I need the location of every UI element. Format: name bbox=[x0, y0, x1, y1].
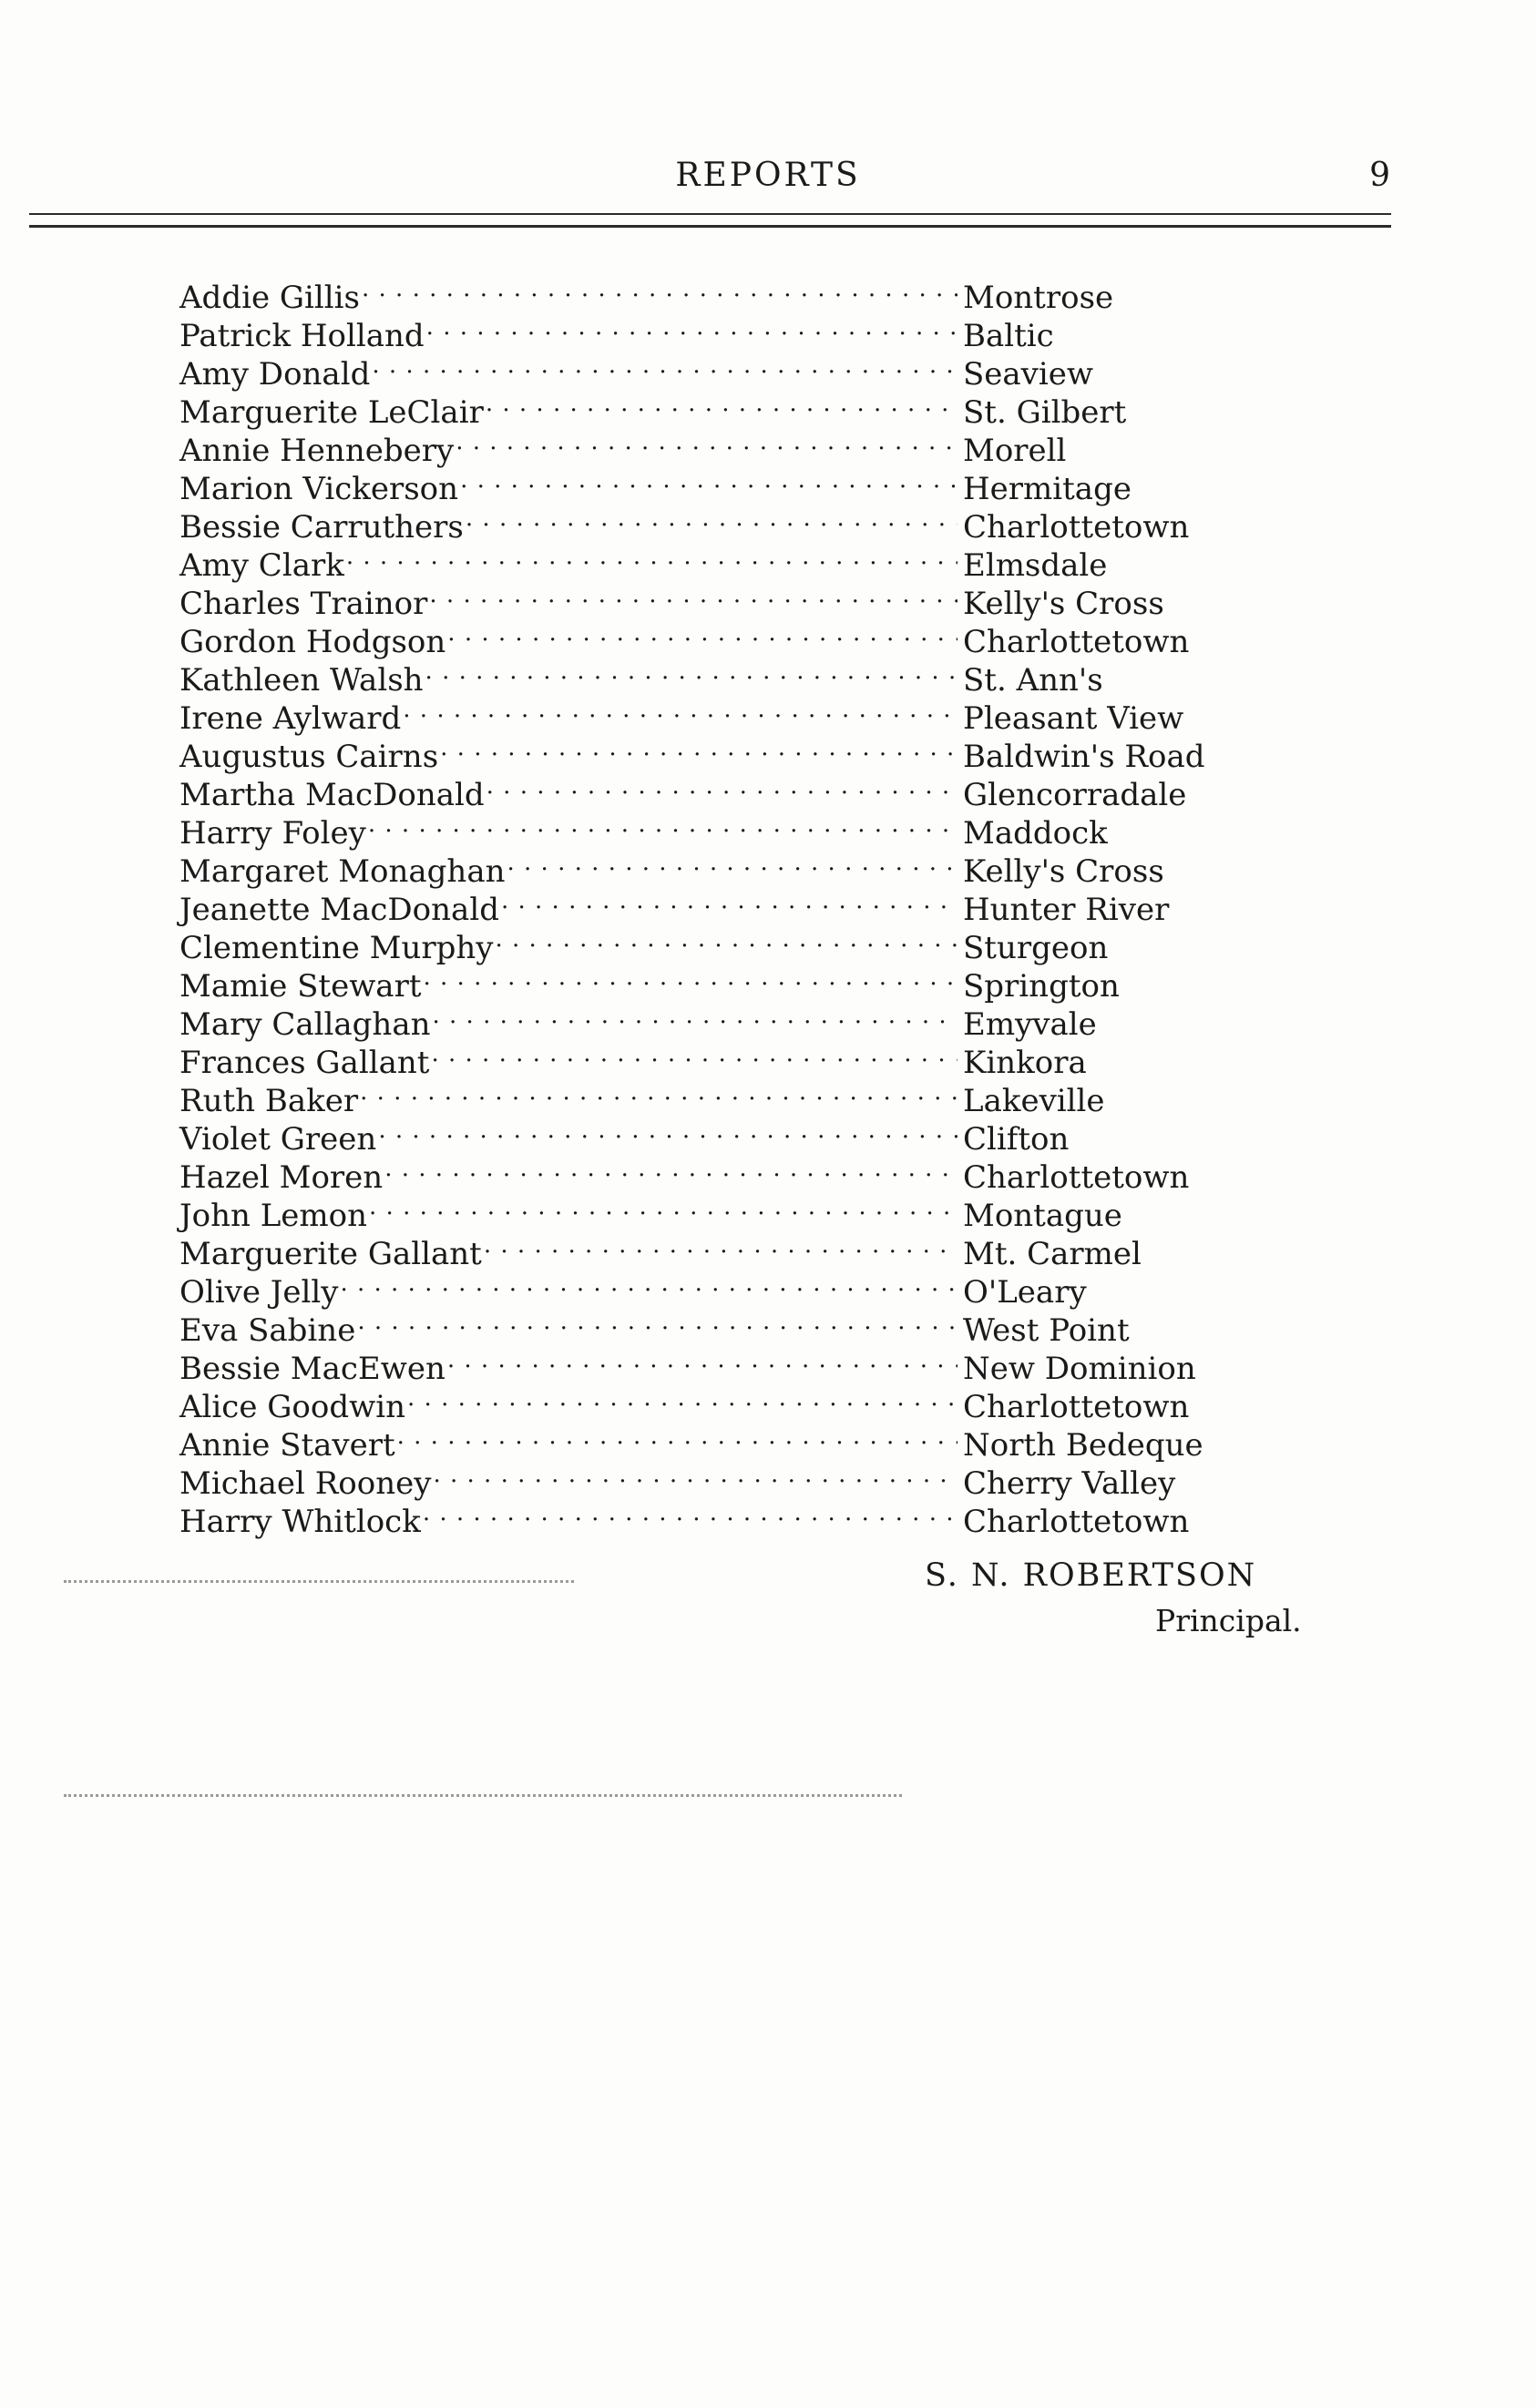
student-place: Montague bbox=[957, 1197, 1227, 1235]
student-place: New Dominion bbox=[957, 1350, 1227, 1388]
dot-leader bbox=[460, 461, 957, 499]
dot-leader bbox=[433, 1455, 957, 1494]
dot-leader bbox=[431, 1035, 957, 1073]
dot-leader bbox=[440, 729, 957, 767]
student-name: Bessie MacEwen bbox=[179, 1351, 445, 1387]
student-name: Hazel Moren bbox=[179, 1159, 384, 1196]
page-title: REPORTS bbox=[675, 157, 861, 194]
dot-leader bbox=[429, 576, 957, 614]
dot-leader bbox=[424, 958, 958, 996]
student-place: St. Ann's bbox=[957, 661, 1227, 699]
student-name: John Lemon bbox=[179, 1198, 368, 1234]
page-number: 9 bbox=[1369, 157, 1390, 194]
student-place: St. Gilbert bbox=[957, 393, 1227, 432]
student-name: Mary Callaghan bbox=[179, 1006, 431, 1043]
dot-leader bbox=[397, 1417, 957, 1455]
header-rule-top bbox=[29, 213, 1391, 215]
student-name: Mamie Stewart bbox=[179, 968, 422, 1005]
dot-leader bbox=[340, 1264, 957, 1302]
dot-leader bbox=[384, 1149, 957, 1188]
running-head bbox=[0, 157, 1536, 202]
student-name: Amy Donald bbox=[179, 356, 371, 393]
student-place: Sturgeon bbox=[957, 929, 1227, 967]
student-place: Glencorradale bbox=[957, 776, 1227, 814]
student-name: Olive Jelly bbox=[179, 1274, 339, 1311]
dot-leader bbox=[486, 767, 957, 805]
student-place: Lakeville bbox=[957, 1082, 1227, 1120]
student-name: Clementine Murphy bbox=[179, 930, 494, 966]
student-place: Charlottetown bbox=[957, 623, 1227, 661]
student-place: Cherry Valley bbox=[957, 1464, 1227, 1503]
student-place: Charlottetown bbox=[957, 1503, 1227, 1541]
student-place: Hermitage bbox=[957, 470, 1227, 508]
student-place: Kelly's Cross bbox=[957, 852, 1227, 891]
student-name: Margaret Monaghan bbox=[179, 853, 506, 890]
dot-leader bbox=[425, 652, 957, 690]
student-place: Maddock bbox=[957, 814, 1227, 852]
dot-leader bbox=[484, 1226, 957, 1264]
student-place: O'Leary bbox=[957, 1273, 1227, 1311]
student-name: Amy Clark bbox=[179, 547, 344, 584]
dot-leader bbox=[346, 537, 957, 576]
dotted-divider bbox=[64, 1794, 902, 1801]
dot-leader bbox=[407, 1379, 957, 1417]
student-name: Gordon Hodgson bbox=[179, 624, 446, 660]
dot-leader bbox=[362, 270, 957, 308]
student-name: Patrick Holland bbox=[179, 318, 425, 354]
student-place: Baldwin's Road bbox=[957, 738, 1227, 776]
student-name: Alice Goodwin bbox=[179, 1389, 406, 1425]
student-name: Ruth Baker bbox=[179, 1083, 359, 1119]
dot-leader bbox=[433, 996, 958, 1035]
student-name: Eva Sabine bbox=[179, 1312, 356, 1349]
dot-leader bbox=[372, 346, 957, 384]
dot-leader bbox=[360, 1073, 957, 1111]
student-name: Violet Green bbox=[179, 1121, 377, 1158]
student-name: Kathleen Walsh bbox=[179, 662, 424, 699]
student-place: Seaview bbox=[957, 355, 1227, 393]
student-name: Michael Rooney bbox=[179, 1465, 432, 1502]
student-name: Irene Aylward bbox=[179, 700, 402, 737]
dot-leader bbox=[426, 308, 957, 346]
dot-leader bbox=[378, 1111, 957, 1149]
student-name: Jeanette MacDonald bbox=[179, 892, 499, 928]
student-place: Elmsdale bbox=[957, 546, 1227, 585]
dot-leader bbox=[357, 1302, 957, 1341]
signature-name: S. N. ROBERTSON bbox=[925, 1557, 1257, 1594]
student-name: Annie Hennebery bbox=[179, 433, 455, 469]
student-place: Charlottetown bbox=[957, 508, 1227, 546]
student-name: Marguerite Gallant bbox=[179, 1236, 482, 1272]
student-name: Marguerite LeClair bbox=[179, 394, 484, 431]
student-name: Bessie Carruthers bbox=[179, 509, 464, 546]
dot-leader bbox=[486, 384, 957, 423]
dot-leader bbox=[466, 499, 957, 537]
dot-leader bbox=[369, 1188, 957, 1226]
dot-leader bbox=[507, 843, 958, 882]
student-name: Martha MacDonald bbox=[179, 777, 485, 813]
header-rule-bottom bbox=[29, 225, 1391, 228]
dot-leader bbox=[423, 1494, 957, 1532]
student-place: Emyvale bbox=[957, 1005, 1227, 1044]
student-place: Clifton bbox=[957, 1120, 1227, 1158]
dot-leader bbox=[403, 690, 957, 729]
student-place: Charlottetown bbox=[957, 1388, 1227, 1426]
student-place: Hunter River bbox=[957, 891, 1227, 929]
student-name: Annie Stavert bbox=[179, 1427, 395, 1464]
student-place: Montrose bbox=[957, 279, 1227, 317]
dot-leader bbox=[447, 614, 957, 652]
dot-leader bbox=[447, 1341, 957, 1379]
student-name: Harry Whitlock bbox=[179, 1504, 421, 1540]
dot-leader bbox=[495, 920, 957, 958]
dot-leader bbox=[456, 423, 957, 461]
student-name: Marion Vickerson bbox=[179, 471, 459, 507]
roster-list bbox=[179, 270, 1227, 1540]
student-name: Charles Trainor bbox=[179, 586, 428, 622]
student-place: Kinkora bbox=[957, 1044, 1227, 1082]
list-item bbox=[179, 270, 1227, 316]
dot-leader bbox=[368, 805, 957, 843]
dotted-divider bbox=[64, 1580, 574, 1587]
student-place: Morell bbox=[957, 432, 1227, 470]
student-name: Frances Gallant bbox=[179, 1045, 430, 1081]
student-name: Harry Foley bbox=[179, 815, 366, 852]
student-place: Kelly's Cross bbox=[957, 585, 1227, 623]
dot-leader bbox=[501, 882, 957, 920]
student-place: Charlottetown bbox=[957, 1158, 1227, 1197]
student-place: West Point bbox=[957, 1311, 1227, 1350]
student-place: Baltic bbox=[957, 317, 1227, 355]
student-name: Augustus Cairns bbox=[179, 739, 439, 775]
student-place: North Bedeque bbox=[957, 1426, 1227, 1464]
student-place: Pleasant View bbox=[957, 699, 1227, 738]
student-place: Springton bbox=[957, 967, 1227, 1005]
student-place: Mt. Carmel bbox=[957, 1235, 1227, 1273]
student-name: Addie Gillis bbox=[179, 280, 360, 316]
signature-title: Principal. bbox=[1155, 1603, 1302, 1638]
